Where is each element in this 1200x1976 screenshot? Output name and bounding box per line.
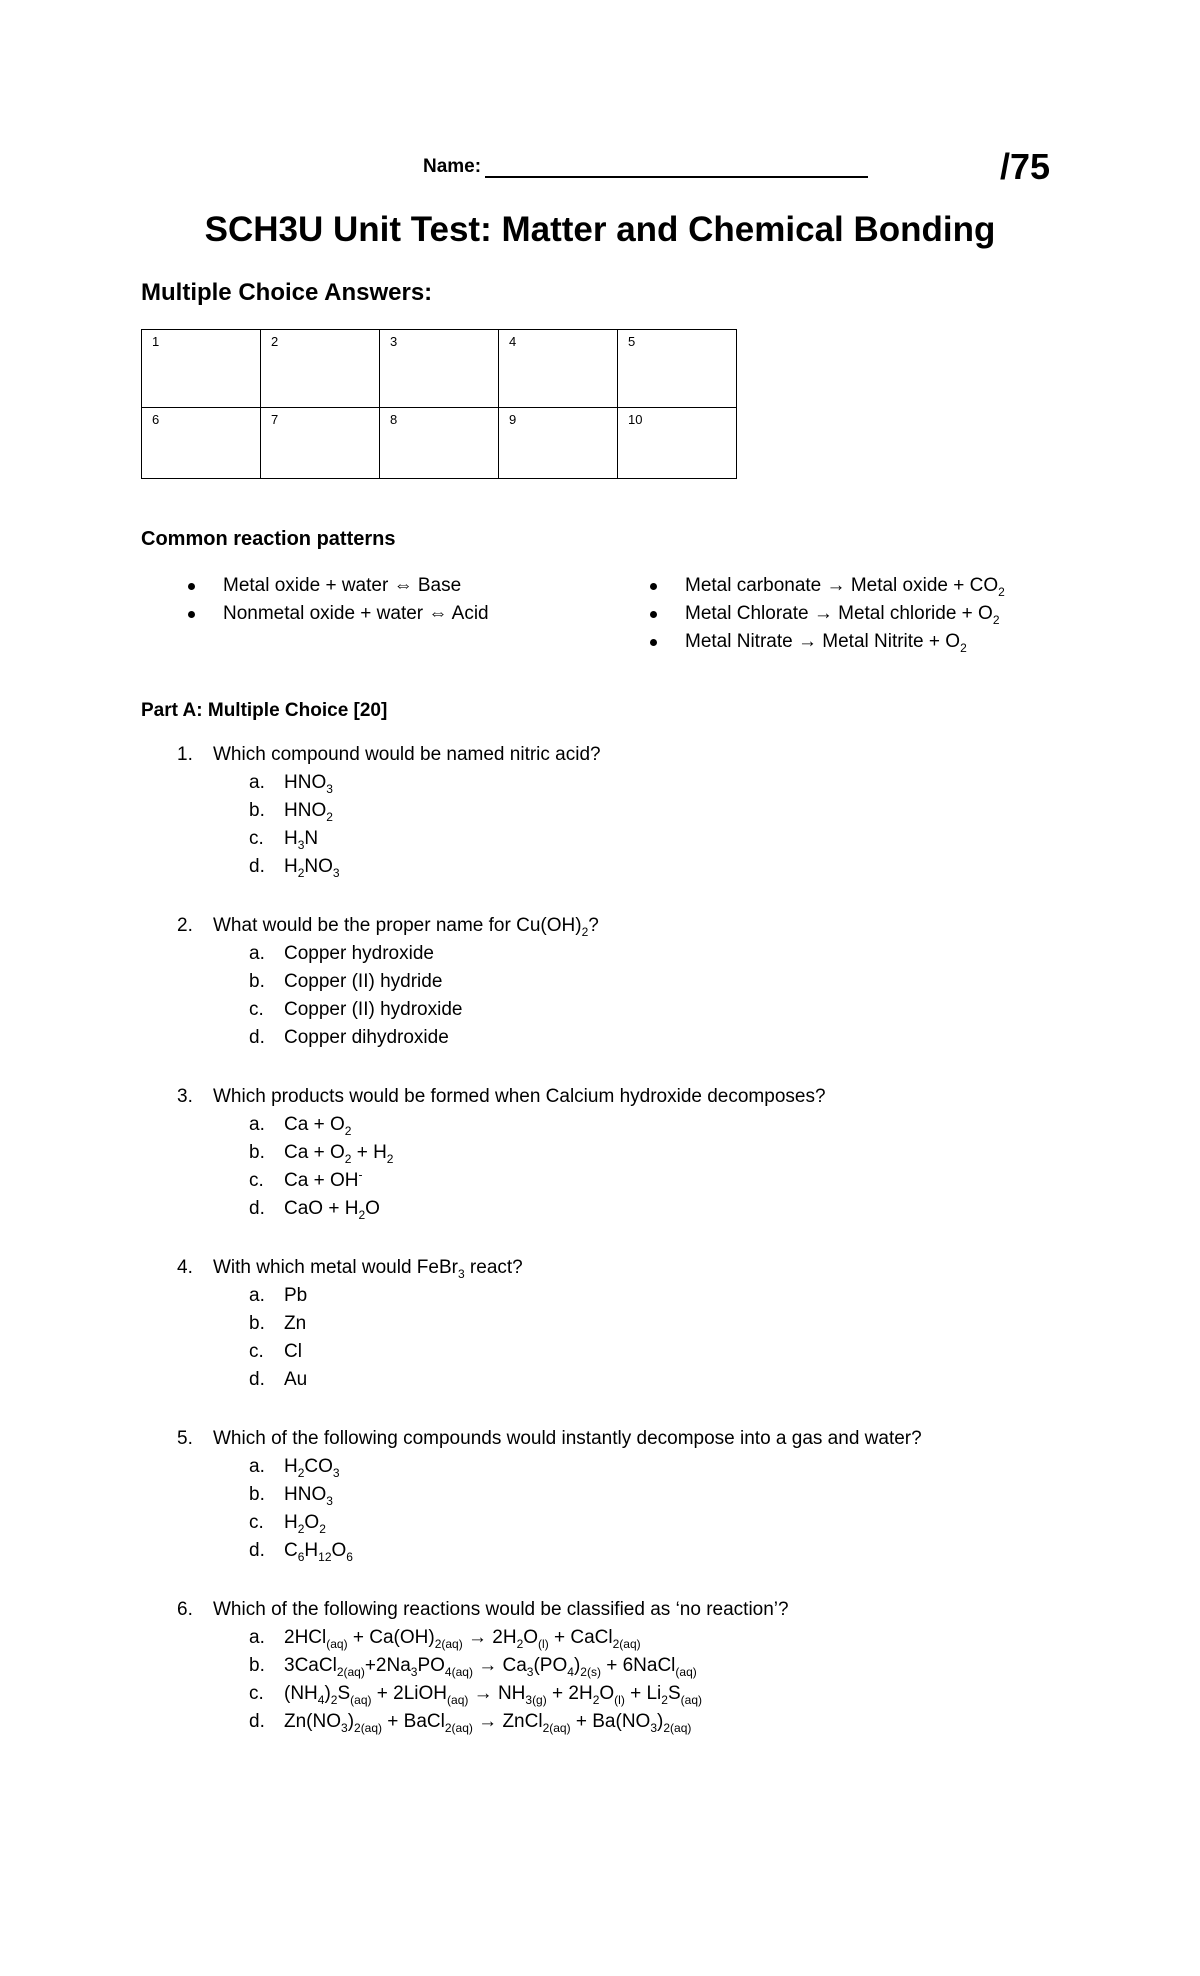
question-1: 1. Which compound would be named nitric acid? a. $HNO_3$ b. $HNO_2$ c. $H_3N$ d. $H_2NO_3$ — [141, 741, 601, 881]
name-label: Name: — [423, 156, 482, 177]
question-stem: Which of the following compounds would instantly decompose into a gas and water? — [213, 1428, 922, 1449]
arrow-icon: → — [478, 1711, 498, 1732]
double-arrow-icon: ⇔ — [393, 575, 413, 596]
option-a[interactable]: a. $HNO_3$ — [249, 772, 333, 796]
answer-cell[interactable]: 3 — [380, 330, 499, 408]
list-item: Metal oxide + water ⇔ Base — [141, 572, 489, 600]
arrow-icon: → — [478, 1655, 498, 1676]
option-b[interactable]: b. $HNO_3$ — [249, 1484, 333, 1508]
answer-cell[interactable]: 6 — [142, 408, 261, 479]
question-6: 6. Which of the following reactions would be classified as ‘no reaction’? a. $2HCl_{(aq)} + Ca(OH)_{2(aq)} \to 2H_2O_{(l)}$ + CaCl$_{2(aq)}$ b. $3CaCl_{2(aq)}+2Na_3PO_{4(aq)} \to Ca_3(PO_4)_{2(s)}$ + 6NaCl$_{(aq)}$ c. $(NH_4)_2S_{(aq)}$ + 2LiOH$_{(aq)}$ → $NH_{3(g)} + 2H_2O_{(l)} + Li_2S_{(aq)}$ d. $Zn(NO_3)_{2(aq)}$ + BaCl$_{2(aq)}$ → ZnCl$_{2(aq)}$ + $Ba(NO_3)_{2(aq)}$ — [141, 1596, 789, 1736]
total-score: /75 — [1000, 146, 1051, 187]
question-2: 2. What would be the proper name for $Cu(OH)_2$? a. Copper hydroxide b. Copper (II) hydride c. Copper (II) hydroxide d. Copper dihydroxide — [141, 912, 599, 1052]
double-arrow-icon: ⇔ — [428, 603, 448, 624]
arrow-icon: → — [473, 1683, 493, 1704]
option-a[interactable]: a. Pb — [249, 1285, 308, 1306]
option-d[interactable]: d. Au — [249, 1369, 308, 1390]
bullet-icon — [188, 611, 195, 618]
option-c[interactable]: c. $(NH_4)_2S_{(aq)}$ + 2LiOH$_{(aq)}$ → $NH_{3(g)} + 2H_2O_{(l)} + Li_2S_{(aq)}$ — [249, 1683, 702, 1707]
option-a[interactable]: a. $Ca + O_2$ — [249, 1114, 352, 1138]
answer-cell[interactable]: 2 — [261, 330, 380, 408]
option-d[interactable]: d. CaO + $H_2O$ — [249, 1198, 380, 1222]
name-blank-line[interactable] — [485, 156, 868, 178]
name-field — [423, 156, 868, 178]
question-stem: Which products would be formed when Calcium hydroxide decomposes? — [213, 1086, 826, 1107]
question-stem: Which compound would be named nitric acid? — [213, 744, 601, 765]
answer-cell[interactable]: 8 — [380, 408, 499, 479]
option-b[interactable]: b. Copper (II) hydride — [249, 971, 443, 992]
bullet-icon — [188, 583, 195, 590]
list-item: Metal Chlorate → Metal chloride + $O_2$ — [603, 600, 1005, 628]
patterns-left-list — [141, 572, 489, 628]
list-item: Metal carbonate → Metal oxide + $CO_2$ — [603, 572, 1005, 600]
list-item: Nonmetal oxide + water ⇔ Acid — [141, 600, 489, 628]
option-c[interactable]: c. $H_3N$ — [249, 828, 319, 852]
option-c[interactable]: c. Copper (II) hydroxide — [249, 999, 463, 1020]
part-a-heading: Part A: Multiple Choice [20] — [141, 700, 388, 721]
question-stem: With which metal would FeBr$_3$ react? — [213, 1257, 523, 1281]
bullet-icon — [650, 639, 657, 646]
bullet-icon — [650, 583, 657, 590]
option-b[interactable]: b. $HNO_2$ — [249, 800, 333, 824]
answer-cell[interactable]: 4 — [499, 330, 618, 408]
option-c[interactable]: c. Cl — [249, 1341, 302, 1362]
option-a[interactable]: a. $H_2CO_3$ — [249, 1456, 340, 1480]
arrow-icon: → — [797, 631, 817, 652]
answer-cell[interactable]: 10 — [618, 408, 737, 479]
question-stem: What would be the proper name for $Cu(OH)_2$? — [213, 915, 599, 939]
option-c[interactable]: c. Ca + OH- — [249, 1167, 363, 1191]
answer-cell[interactable]: 5 — [618, 330, 737, 408]
option-b[interactable]: b. $3CaCl_{2(aq)}+2Na_3PO_{4(aq)} \to Ca_3(PO_4)_{2(s)}$ + 6NaCl$_{(aq)}$ — [249, 1655, 697, 1679]
option-a[interactable]: a. Copper hydroxide — [249, 943, 434, 964]
bullet-icon — [650, 611, 657, 618]
answer-cell[interactable]: 1 — [142, 330, 261, 408]
mc-answers-heading: Multiple Choice Answers: — [141, 279, 433, 306]
answer-cell[interactable]: 7 — [261, 408, 380, 479]
option-d[interactable]: d. $Zn(NO_3)_{2(aq)}$ + BaCl$_{2(aq)}$ → ZnCl$_{2(aq)}$ + $Ba(NO_3)_{2(aq)}$ — [249, 1711, 692, 1735]
page-title: SCH3U Unit Test: Matter and Chemical Bonding — [204, 210, 996, 249]
patterns-right-list — [603, 572, 1005, 656]
list-item: Metal Nitrate → Metal Nitrite + $O_2$ — [603, 628, 1005, 656]
option-b[interactable]: b. $Ca + O_2 + H_2$ — [249, 1142, 394, 1166]
option-a[interactable]: a. $2HCl_{(aq)} + Ca(OH)_{2(aq)} \to 2H_2O_{(l)}$ + CaCl$_{2(aq)}$ — [249, 1627, 641, 1651]
arrow-icon: → — [467, 1627, 487, 1648]
question-3: 3. Which products would be formed when Calcium hydroxide decomposes? a. $Ca + O_2$ b. $Ca + O_2 + H_2$ c. Ca + OH- d. CaO + $H_2O$ — [141, 1083, 826, 1223]
answer-cell[interactable]: 9 — [499, 408, 618, 479]
question-stem: Which of the following reactions would be classified as ‘no reaction’? — [213, 1599, 789, 1620]
mc-answer-grid — [141, 329, 737, 479]
option-c[interactable]: c. $H_2O_2$ — [249, 1512, 326, 1536]
reaction-patterns-heading: Common reaction patterns — [141, 528, 396, 550]
option-b[interactable]: b. Zn — [249, 1313, 307, 1334]
question-4: 4. With which metal would FeBr$_3$ react? a. Pb b. Zn c. Cl d. Au — [141, 1254, 523, 1394]
question-5: 5. Which of the following compounds would instantly decompose into a gas and water? a. $H_2CO_3$ b. $HNO_3$ c. $H_2O_2$ d. $C_6H_{12}O_6$ — [141, 1425, 922, 1565]
arrow-icon: → — [813, 603, 833, 624]
option-d[interactable]: d. $C_6H_{12}O_6$ — [249, 1540, 353, 1564]
option-d[interactable]: d. Copper dihydroxide — [249, 1027, 449, 1048]
option-d[interactable]: d. $H_2NO_3$ — [249, 856, 340, 880]
arrow-icon: → — [826, 575, 846, 596]
